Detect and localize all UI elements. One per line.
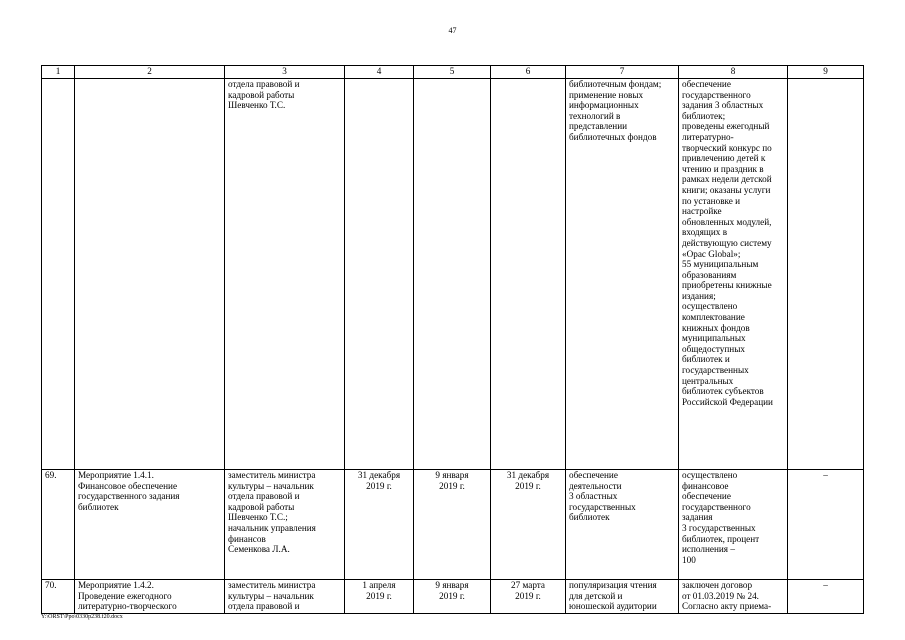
column-number: 3 [225,66,345,79]
column-number: 9 [788,66,864,79]
column-number: 5 [414,66,491,79]
responsible-cell: заместитель министра культуры – начальник отдела правовой и [225,580,345,614]
report-table [41,65,864,614]
expected-result-cell: обеспечение деятельности 3 областных государственных библиотек [566,470,679,580]
achieved-result-cell: обеспечение государственного задания 3 областных библиотек; проведены ежегодный литературно- творческий конкурс по привлечению детей к чтению и праздник в рамках недели детской книги; оказаны услуги по установке и настройке обновленных модулей, входящих в действующую систему «Opac Global»; 55 муниципальным образованиям приобретены книжные издания; осуществлено комплектование книжных фондов муниципальных общедоступных библиотек и государственных центральных библиотек субъектов Российской Федерации [679,79,788,470]
row-number-cell [42,79,75,470]
table-row [42,79,864,470]
note-cell: – [788,470,864,580]
table-row [42,580,864,614]
column-number: 6 [491,66,566,79]
expected-result-cell: популяризация чтения для детской и юношеской аудитории [566,580,679,614]
file-path-footer: Y:\ORST\Ppo\0330p238.f20.docx [41,614,123,620]
event-cell: Мероприятие 1.4.1. Финансовое обеспечение государственного задания библиотек [75,470,225,580]
column-number-row [42,66,864,79]
row-number-cell: 69. [42,470,75,580]
responsible-cell: заместитель министра культуры – начальник отдела правовой и кадровой работы Шевченко Т.С.; начальник управления финансов Семенкова Л.А. [225,470,345,580]
note-cell: – [788,580,864,614]
note-cell [788,79,864,470]
column-number: 1 [42,66,75,79]
table-row [42,470,864,580]
achieved-result-cell: заключен договор от 01.03.2019 № 24. Согласно акту приема- [679,580,788,614]
expected-result-cell: библиотечным фондам; применение новых информационных технологий в представлении библиотечных фондов [566,79,679,470]
event-cell: Мероприятие 1.4.2. Проведение ежегодного литературно-творческого [75,580,225,614]
planned-date-cell: 1 апреля 2019 г. [345,580,414,614]
planned-date-cell: 31 декабря 2019 г. [345,470,414,580]
column-number: 8 [679,66,788,79]
end-date-cell [491,79,566,470]
event-cell [75,79,225,470]
planned-date-cell [345,79,414,470]
start-date-cell [414,79,491,470]
responsible-cell: отдела правовой и кадровой работы Шевченко Т.С. [225,79,345,470]
start-date-cell: 9 января 2019 г. [414,580,491,614]
column-number: 7 [566,66,679,79]
achieved-result-cell: осуществлено финансовое обеспечение государственного задания 3 государственных библиотек, процент исполнения – 100 [679,470,788,580]
row-number-cell: 70. [42,580,75,614]
page-number: 47 [448,26,457,35]
column-number: 4 [345,66,414,79]
column-number: 2 [75,66,225,79]
end-date-cell: 27 марта 2019 г. [491,580,566,614]
start-date-cell: 9 января 2019 г. [414,470,491,580]
end-date-cell: 31 декабря 2019 г. [491,470,566,580]
